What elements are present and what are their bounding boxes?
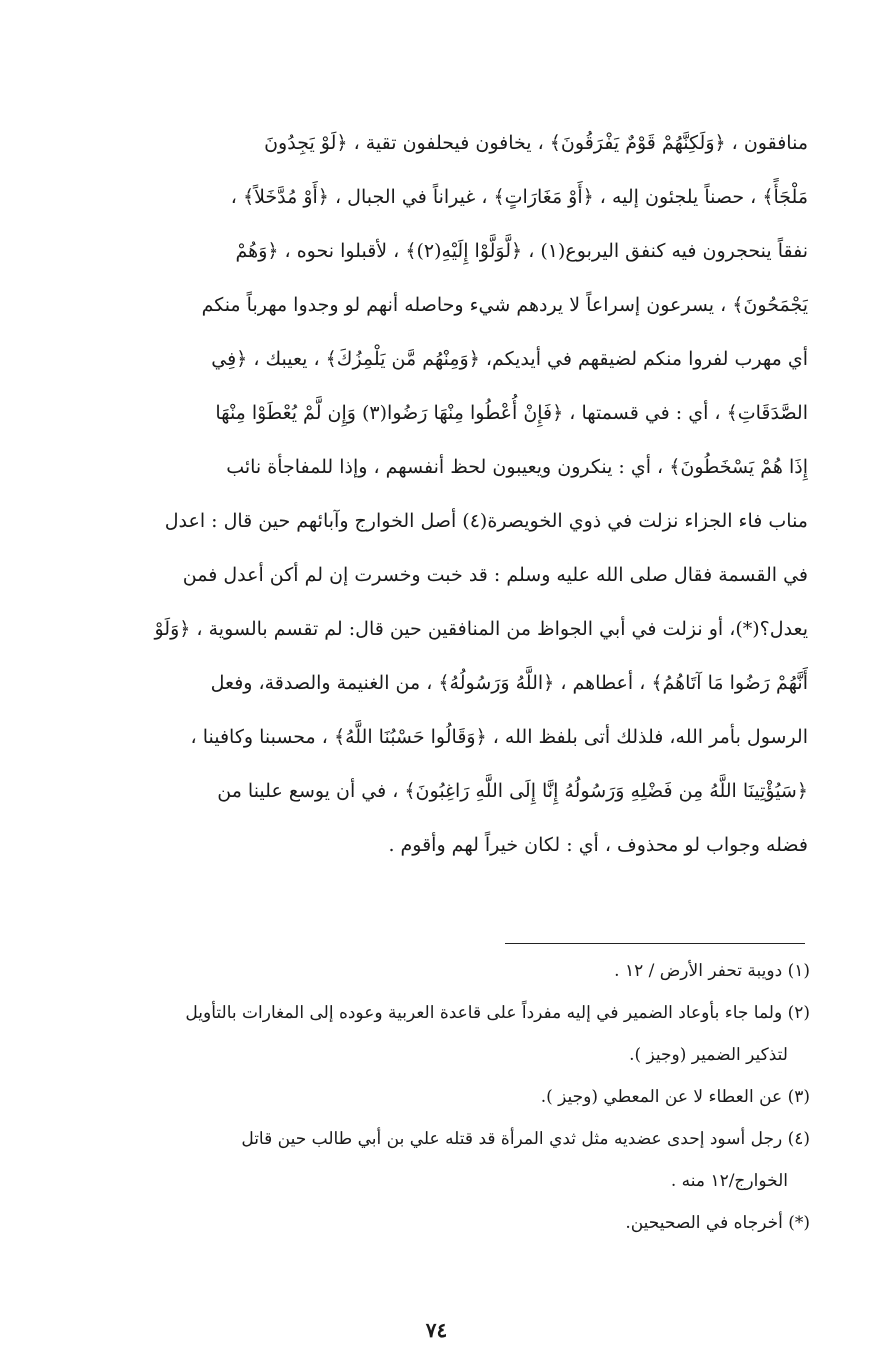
footnote-star: (*) أخرجاه في الصحيحين. [625,1213,810,1233]
text-line-3: نفقاً ينحجرون فيه كنفق اليربوع(١) ، ﴿لَّوَلَّوْا إِلَيْهِ(٢)﴾ ، لأقبلوا نحوه ، ﴿وَهُمْ [235,240,808,262]
text-line-6: الصَّدَقَاتِ﴾ ، أي : في قسمتها ، ﴿فَإِنْ أُعْطُوا مِنْهَا رَضُوا(٣) وَإِن لَّمْ يُعْطَوْا مِنْهَا [215,402,808,424]
text-line-7: إِذَا هُمْ يَسْخَطُونَ﴾ ، أي : ينكرون ويعيبون لحظ أنفسهم ، وإذا للمفاجأة نائب [226,456,808,478]
text-line-14: فضله وجواب لو محذوف ، أي : لكان خيراً لهم وأقوم . [388,834,808,856]
text-line-9: في القسمة فقال صلى الله عليه وسلم : قد خبت وخسرت إن لم أكن أعدل فمن [182,564,808,586]
footnote-1: (١) دويبة تحفر الأرض / ١٢ . [614,961,810,981]
text-line-8: مناب فاء الجزاء نزلت في ذوي الخويصرة(٤) أصل الخوارج وآبائهم حين قال : اعدل [164,510,808,532]
text-line-12: الرسول بأمر الله، فلذلك أتى بلفظ الله ، ﴿وَقَالُوا حَسْبُنَا اللَّهُ﴾ ، محسبنا وكافينا ، [190,726,808,748]
text-line-11: أَنَّهُمْ رَضُوا مَا آتَاهُمُ﴾ ، أعطاهم ، ﴿اللَّهُ وَرَسُولُهُ﴾ ، من الغنيمة والصدقة، وفعل [210,672,808,694]
text-line-1: منافقون ، ﴿وَلَكِنَّهُمْ قَوْمٌ يَفْرَقُونَ﴾ ، يخافون فيحلفون تقية ، ﴿لَوْ يَجِدُونَ [264,132,808,154]
main-text [60,116,808,872]
footnotes [50,958,810,1252]
text-line-10: يعدل؟(*)، أو نزلت في أبي الجواظ من المنافقين حين قال: لم تقسم بالسوية ، ﴿وَلَوْ [154,618,808,640]
footnote-2-line-2: لتذكير الضمير (وجيز ). [629,1045,788,1065]
page-number: ٧٤ [425,1318,448,1342]
text-line-4: يَجْمَحُونَ﴾ ، يسرعون إسراعاً لا يردهم شيء وحاصله أنهم لو وجدوا مهرباً منكم [201,294,808,316]
text-line-13: ﴿سَيُؤْتِينَا اللَّهُ مِن فَضْلِهِ وَرَسُولُهُ إِنَّا إِلَى اللَّهِ رَاغِبُونَ﴾ ، في أن يوسع علينا من [217,780,808,802]
footnote-2-line-1: (٢) ولما جاء بأوعاد الضمير في إليه مفرداً على قاعدة العربية وعوده إلى المغارات بالتأويل [185,1003,810,1023]
footnote-4-line-2: الخوارج/١٢ منه . [670,1171,788,1191]
text-line-2: مَلْجَأً﴾ ، حصناً يلجئون إليه ، ﴿أَوْ مَغَارَاتٍ﴾ ، غيراناً في الجبال ، ﴿أَوْ مُدَّخَلاً﴾ ، [230,186,808,208]
footnote-4-line-1: (٤) رجل أسود إحدى عضديه مثل ثدي المرأة قد قتله علي بن أبي طالب حين قاتل [241,1129,810,1149]
footnote-divider [505,943,805,944]
text-line-5: أي مهرب لفروا منكم لضيقهم في أيديكم، ﴿وَمِنْهُم مَّن يَلْمِزُكَ﴾ ، يعيبك ، ﴿فِي [211,348,808,370]
footnote-3: (٣) عن العطاء لا عن المعطي (وجيز ). [540,1087,810,1107]
